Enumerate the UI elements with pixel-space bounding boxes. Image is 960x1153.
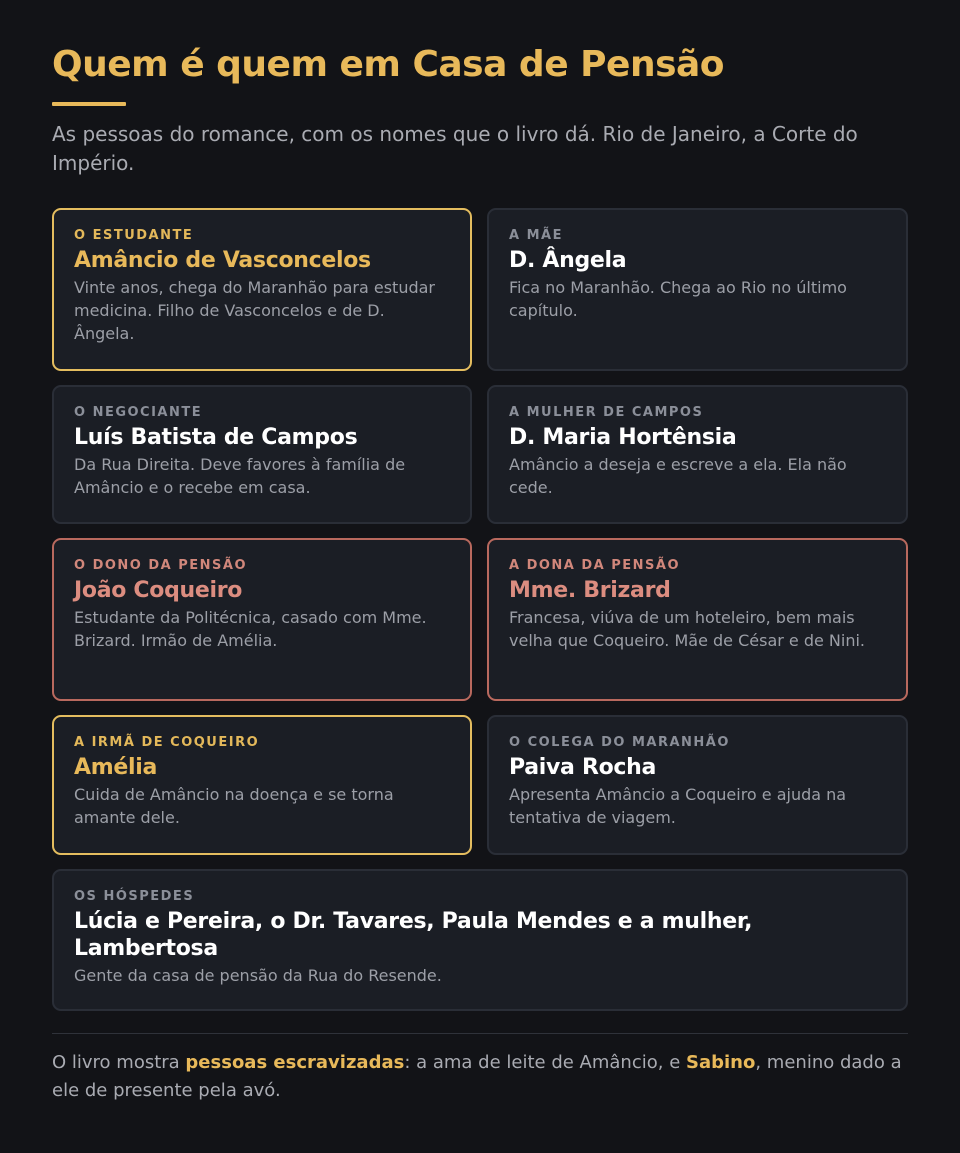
character-card-dono-da-pensao [52,538,472,701]
card-description: Apresenta Amâncio a Coqueiro e ajuda na tentativa de viagem. [509,785,847,827]
page-title: Quem é quem em Casa de Pensão [52,44,725,85]
card-role: A MÃE [509,228,563,243]
card-description: Vinte anos, chega do Maranhão para estudar medicina. Filho de Vasconcelos e de D. Ângela. [74,278,435,343]
card-role: O DONO DA PENSÃO [74,558,248,573]
card-description: Estudante da Politécnica, casado com Mme. Brizard. Irmão de Amélia. [74,608,427,650]
character-card-estudante [52,208,472,371]
card-name: Luís Batista de Campos [74,425,358,450]
character-card-mae [487,208,908,371]
character-card-mulher-de-campos [487,385,908,524]
card-name: Paiva Rocha [509,755,657,780]
card-description: Francesa, viúva de um hoteleiro, bem mais velha que Coqueiro. Mãe de César e de Nini. [509,608,866,650]
card-name: D. Maria Hortênsia [509,425,737,450]
character-card-dona-da-pensao [487,538,908,701]
note-highlight-sabino: Sabino [686,1052,756,1073]
card-description: Cuida de Amâncio na doença e se torna amante dele. [74,785,394,827]
card-role: OS HÓSPEDES [74,889,195,904]
card-name: Amélia [74,755,157,780]
card-description: Fica no Maranhão. Chega ao Rio no último capítulo. [509,278,847,320]
title-underline [52,102,126,106]
card-description: Da Rua Direita. Deve favores à família de Amâncio e o recebe em casa. [74,455,406,497]
card-role: O ESTUDANTE [74,228,194,243]
note-text: : a ama de leite de Amâncio, e [404,1052,686,1073]
card-name: Mme. Brizard [509,578,671,603]
footer-note [52,1049,908,1105]
character-card-hospedes [52,869,908,1011]
card-name: João Coqueiro [74,578,243,603]
page-subtitle: As pessoas do romance, com os nomes que o livro dá. Rio de Janeiro, a Corte do Império. [52,122,858,175]
card-description: Gente da casa de pensão da Rua do Resende. [74,966,442,985]
card-role: A DONA DA PENSÃO [509,558,681,573]
card-description: Amâncio a deseja e escreve a ela. Ela não cede. [509,455,847,497]
note-text: O livro mostra [52,1052,186,1073]
note-highlight-enslaved: pessoas escravizadas [185,1052,405,1073]
footer-divider [52,1033,908,1034]
card-role: A IRMÃ DE COQUEIRO [74,735,260,750]
note-text: , menino dado a ele de presente pela avó. [52,1052,902,1101]
card-name: Amâncio de Vasconcelos [74,248,371,273]
character-card-negociante [52,385,472,524]
card-name: D. Ângela [509,248,627,273]
card-role: A MULHER DE CAMPOS [509,405,704,420]
character-card-irma-de-coqueiro [52,715,472,855]
card-role: O NEGOCIANTE [74,405,203,420]
character-card-colega-do-maranhao [487,715,908,855]
card-role: O COLEGA DO MARANHÃO [509,735,730,750]
card-name: Lúcia e Pereira, o Dr. Tavares, Paula Mendes e a mulher, Lambertosa [74,909,753,961]
